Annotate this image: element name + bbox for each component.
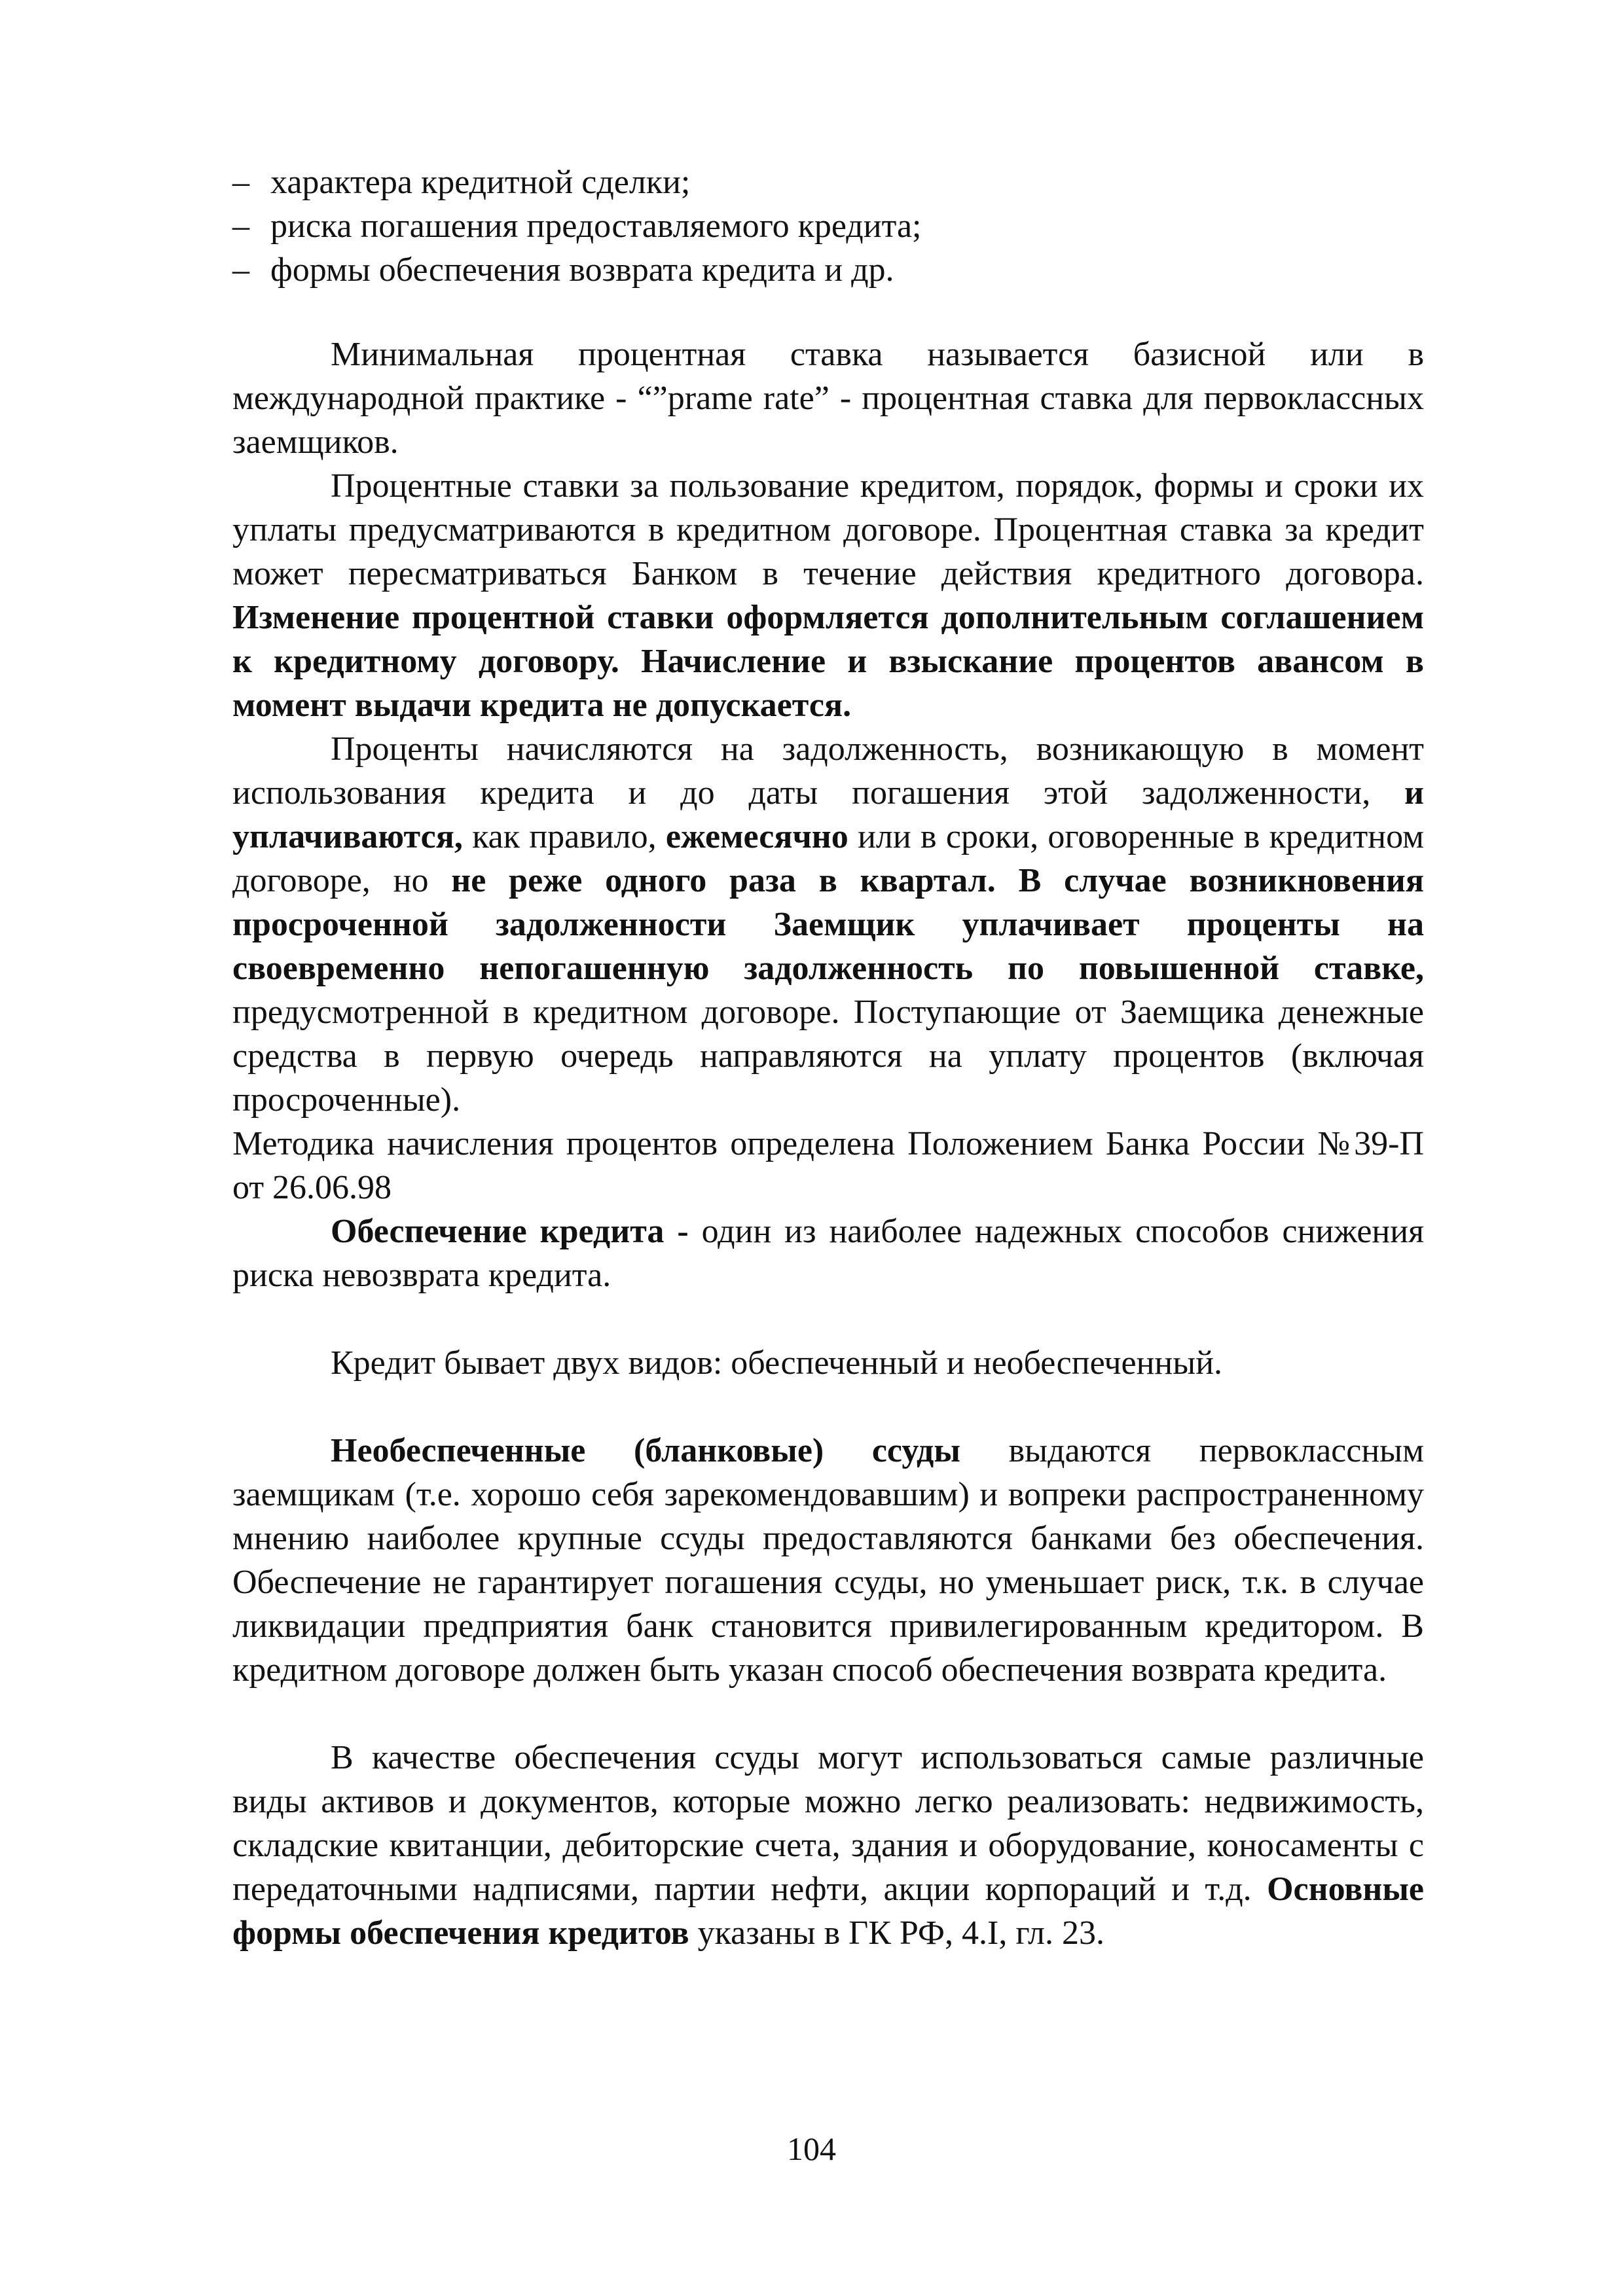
- bold-text-run: ежемесячно: [665, 818, 848, 855]
- bullet-dash: –: [232, 251, 249, 289]
- paragraph-methodology: Методика начисления процентов определена Положением Банка России №39-П от 26.06.98: [232, 1125, 1424, 1206]
- bullet-dash: –: [232, 164, 249, 201]
- bold-text-run: Необеспеченные (бланковые) ссуды: [331, 1432, 960, 1469]
- paragraph-loan-security: [232, 1210, 1424, 1297]
- text-run: В качестве обеспечения ссуды могут использоваться самые различные виды активов и документов, которые можно легко реализовать: недвижимость, складские квитанции, дебиторские счета, здания и оборудование, коносаменты с передаточными надписями, партии нефти, акции корпораций и т.д.: [232, 1739, 1424, 1908]
- body-text: [232, 332, 1424, 1955]
- bold-text-run: Основные формы обеспечения кредитов: [232, 1871, 1424, 1952]
- list-item-text: характера кредитной сделки;: [270, 164, 691, 201]
- paragraph-interest-accrual: [232, 727, 1424, 1122]
- paragraph-base-rate: Минимальная процентная ставка называется базисной или в международной практике - “”prame rate” - процентная ставка для первоклассных заемщиков.: [232, 336, 1424, 461]
- list-item: [232, 160, 1424, 204]
- paragraph-unsecured-loans: [232, 1429, 1424, 1692]
- paragraph-collateral: [232, 1736, 1424, 1955]
- list-item-text: риска погашения предоставляемого кредита;: [270, 207, 922, 245]
- text-run: указаны в ГК РФ, 4.I, гл. 23.: [689, 1914, 1104, 1952]
- text-run: как правило,: [462, 818, 666, 855]
- text-run: предусмотренной в кредитном договоре. Поступающие от Заемщика денежные средства в первую очередь направляются на уплату процентов (включая просроченные).: [232, 994, 1424, 1119]
- text-run: один из наиболее надежных способов снижения риска невозврата кредита.: [232, 1213, 1424, 1294]
- text-run: Процентные ставки за пользование кредитом, порядок, формы и сроки их уплаты предусматриваются в кредитном договоре. Процентная ставка за кредит может пересматриваться Банком в течение действия кредитного договора.: [232, 467, 1424, 592]
- bold-text-run: и уплачиваются,: [232, 774, 1424, 855]
- bold-text-run: не реже одного раза в квартал. В случае возникновения просроченной задолженности Заемщик уплачивает проценты на своевременно непогашенную задолженность по повышенной ставке,: [232, 862, 1424, 987]
- bold-text-run: Обеспечение кредита -: [331, 1213, 689, 1250]
- list-item: [232, 248, 1424, 292]
- bullet-dash: –: [232, 207, 249, 245]
- list-item: [232, 204, 1424, 248]
- text-run: или в сроки, оговоренные в кредитном договоре, но: [232, 818, 1424, 899]
- text-run: выдаются первоклассным заемщикам (т.е. хорошо себя зарекомендовавшим) и вопреки распространенному мнению наиболее крупные ссуды предоставляются банками без обеспечения. Обеспечение не гарантирует погашения ссуды, но уменьшает риск, т.к. в случае ликвидации предприятия банк становится привилегированным кредитором. В кредитном договоре должен быть указан способ обеспечения возврата кредита.: [232, 1432, 1424, 1689]
- bold-text-run: Изменение процентной ставки оформляется дополнительным соглашением к кредитному договору. Начисление и взыскание процентов авансом в момент выдачи кредита не допускается.: [232, 599, 1424, 724]
- bullet-list: [232, 160, 1424, 292]
- text-run: Проценты начисляются на задолженность, возникающую в момент использования кредита и до даты погашения этой задолженности,: [232, 730, 1424, 812]
- paragraph-loan-types: Кредит бывает двух видов: обеспеченный и необеспеченный.: [331, 1344, 1223, 1382]
- list-item-text: формы обеспечения возврата кредита и др.: [270, 251, 894, 289]
- page-number: 104: [787, 2130, 836, 2167]
- paragraph-interest-rates: [232, 464, 1424, 727]
